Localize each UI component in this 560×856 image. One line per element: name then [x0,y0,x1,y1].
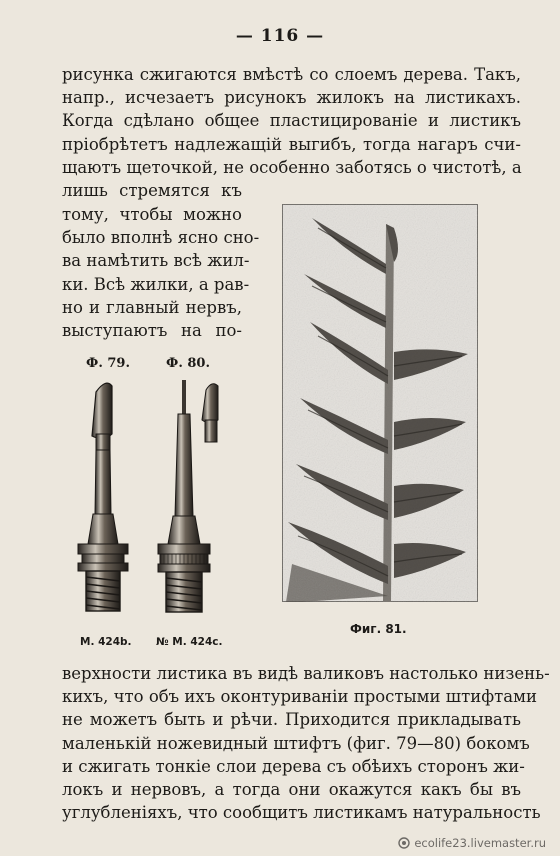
text-line: не можетъ быть и рѣчи. Приходится прикладывать [62,710,521,729]
watermark [398,836,546,850]
text-line: локъ и нервовъ, а тогда они окажутся какъ бы въ [62,780,521,799]
tool-fig79 [78,383,128,611]
text-line: верхности листика въ видѣ валиковъ настолько низень- [62,664,550,683]
text-line: рисунка сжигаются вмѣстѣ со слоемъ дерева. Такъ, [62,65,521,84]
text-line: кихъ, что объ ихъ оконтуриваніи простыми штифтами [62,687,537,706]
text-line: маленькій ножевидный штифтъ (фиг. 79—80) бокомъ [62,734,530,753]
text-line: Когда сдѣлано общее пластицированіе и листикъ [62,111,521,130]
fern-leaf-photo [282,204,478,602]
tool-fig80 [158,380,218,612]
burning-tools-illustration [60,376,260,626]
watermark-text: ecolife23.livemaster.ru [414,836,546,850]
text-line: выступаютъ на по- [62,321,242,340]
text-line: но и главный нервъ, [62,298,242,317]
tool1-caption: М. 424b. [80,636,132,648]
text-line: ва намѣтить всѣ жил- [62,251,250,270]
text-line: лишь стремятся къ [62,181,242,200]
fig81-label: Фиг. 81. [350,622,407,636]
fig80-label: Ф. 80. [166,356,211,371]
text-line: пріобрѣтетъ надлежащій выгибъ, тогда нагаръ счи- [62,135,521,154]
page-number: — 116 — [235,26,325,46]
text-line: ки. Всѣ жилки, а рав- [62,275,250,294]
text-line: и сжигать тонкіе слои дерева съ обѣихъ сторонъ жи- [62,757,525,776]
text-line: щаютъ щеточкой, не особенно заботясь о чистотѣ, а [62,158,522,177]
text-line: углубленіяхъ, что сообщитъ листикамъ натуральность [62,803,541,822]
text-line: напр., исчезаетъ рисунокъ жилокъ на листикахъ. [62,88,521,107]
livemaster-icon [398,837,410,849]
fig79-label: Ф. 79. [86,356,131,371]
text-line: было вполнѣ ясно сно- [62,228,260,247]
text-line: тому, чтобы можно [62,205,242,224]
tool2-caption: № М. 424с. [156,636,223,648]
